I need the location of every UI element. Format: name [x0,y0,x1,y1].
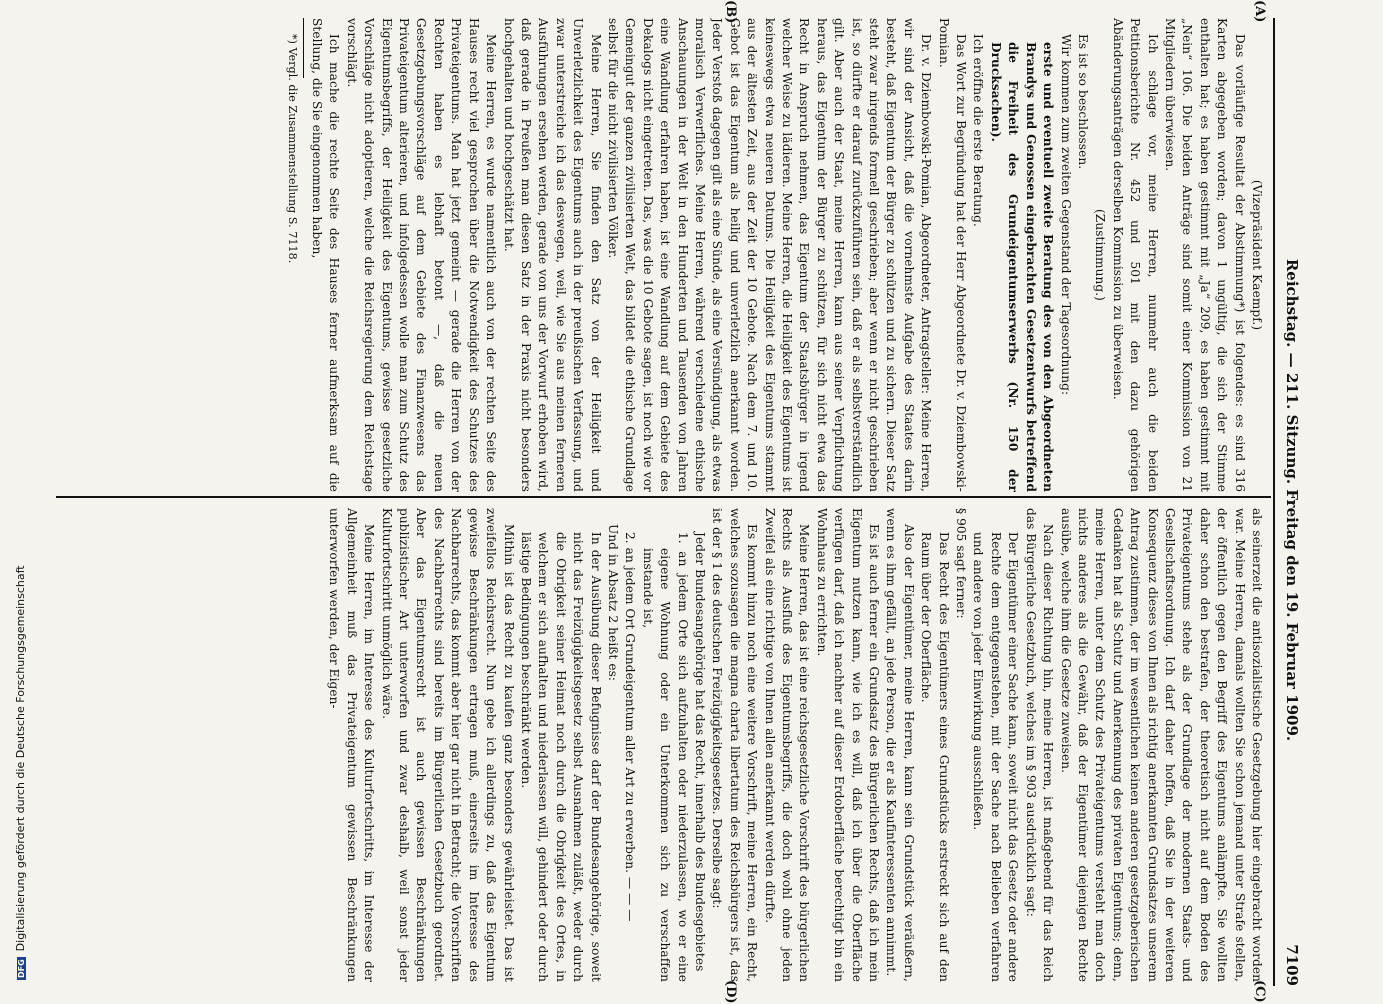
footnote-rule [303,18,304,78]
quotation-item: 1. an jedem Orte sich aufzuhalten oder niederzulassen, wo er eine eigene Wohnung oder ein Unterkommen sich zu verschaffen imstande ist, [640,532,690,982]
page-number: 7109 [1283,944,1301,986]
right-column [55,508,1265,982]
margin-mark-b: (B) [723,0,738,24]
paragraph: Mithin ist das Recht zu kaufen ganz besonders gewährleistet. Das ist zweifellos Reichsrecht. Nun gebe ich allerdings zu, daß das Eigentum gewisse Beschränkungen ertragen muß, einerseits im Interesse des Nachbarrechts, das kommt aber hier gar nicht in Betracht; die Vorschriften des Nachbarrechts sind bereits im Bürgerlichen Gesetzbuch geordnet. Aber das Eigentumsrecht ist auch gewissen Beschränkungen publizistischer Art unterworfen und zwar deshalb, weil sonst jeder Kulturfortschritt unmöglich wäre. [379,508,516,982]
paragraph: Das Wort zur Begründung hat der Herr Abgeordnete Dr. v. Dziembowski-Pomian. [936,18,969,492]
paragraph: Es ist so beschlossen. [1075,34,1090,170]
footnote: *) Vergl. die Zusammenstellung S. 7118. [285,34,299,264]
paragraph: § 905 sagt ferner: [954,508,969,619]
paragraph: Nach dieser Richtung hin, meine Herren, ist maßgebend für das Reich das Bürgerliche Gesetzbuch, welches im § 903 ausdrücklich sagt: [1023,508,1056,982]
paragraph: als seinerzeit die antisozialistische Gesetzgebung hier eingebracht worden war. Meine Herren, damals wollten Sie schon jemand unter Strafe stellen, der öffentlich gegen den Begriff des Eigentums anlämpfte. Sie wollten daher schon den bestrafen, der theoretisch nicht auf dem Boden des Privateigentums stehe als der Grundlage der modernen Staats- und Gesellschaftsordnung. Ich darf daher hoffen, daß Sie in der weiteren Konsequenz dieses von Ihnen als richtig anerkannten Grundsatzes unserem Antrag zustimmen, der im wesentlichen keinen anderen gesetzgeberischen Gedanken hat als Schutz und Anerkennung des privaten Eigentums; denn, meine Herren, unter dem Schutz des Privateigentums versteht man doch nichts anderes als die Gewähr, daß der Eigentümer diejenigen Rechte ausübe, welche ihm die Gesetze zuweisen. [1058,508,1264,982]
digitization-credit-text: Digitalisierung gefördert durch die Deutsche Forschungsgemeinschaft [14,565,27,952]
agenda-item [987,18,1057,492]
margin-mark-a: (A) [1252,0,1267,23]
header-title: Reichstag. — 211. Sitzung. Freitag den 19. Februar 1909. [1283,258,1301,742]
margin-mark-c: (C) [1252,980,1267,1003]
quotation: Das Recht des Eigentümers eines Grundstücks erstreckt sich auf den Raum über der Oberfläche. [919,532,951,982]
paragraph: Meine Herren, das ist eine reichsgesetzliche Vorschrift des bürgerlichen Rechts als Ausfluß des Eigentumsbegriffs, die doch wohl ohne jeden Zweifel als eine richtige von Ihnen allen anerkannt werden dürfte. [762,508,812,982]
paragraph: Meine Herren, es wurde namentlich auch von der rechten Seite des Hauses recht viel gesprochen über die Notwendigkeit des Schutzes des Privateigentums. Man hat jetzt gemeint — gerade die Herren von der Rechten haben es lebhaft betont —, daß die neuen Gesetzgebungsvorschläge auf dem Gebiete des Finanzwesens das Privateigentum alterieren, und infolgedessen wolle man zum Schutz des Eigentumsbegriffs, der Heiligkeit des Eigentums, gewisse gesetzliche Vorschläge nicht adoptieren, welche die Reichsregierung dem Reichstage vorschlägt. [344,18,499,492]
left-column [55,18,1265,492]
column-divider [56,496,1271,498]
header-rule [1273,18,1275,986]
paragraph: Also der Eigentümer, meine Herren, kann sein Grundstück veräußern, wenn es ihm gefällt, an jede Person, die er als Kaufinteressenten annimmt. [884,508,916,982]
quotation: Der Eigentümer einer Sache kann, soweit nicht das Gesetz oder andere Rechte dem entgegenstehen, mit der Sache nach Belieben verfahren und andere von jeder Einwirkung ausschließen. [971,532,1021,982]
speaker-note: (Vizepräsident Kaempf.) [1250,179,1264,331]
paragraph: Meine Herren, im Interesse des Kulturfortschritts, im Interesse der Allgemeinheit muß das Privateigentum gewissen Beschränkungen unterworfen werden, der Eigen- [327,508,377,982]
paragraph: Meine Herren, Sie finden den Satz von der Heiligkeit und Unverletzlichkeit des Eigentums auch in der preußischen Verfassung, und zwar unterstreiche ich das deswegen, weil, wie Sie aus meinen ferneren Ausführungen ersehen werden, gerade von uns der Vorwurf erhoben wird, daß gerade in Preußen man diesen Satz in der Praxis nicht besonders hochgehalten und hochgeschätzt hat. [501,18,603,492]
dfg-logo: DFG [16,959,26,978]
paragraph: Und in Absatz 2 heißt es: [605,524,620,682]
quotation: Jeder Bundesangehörige hat das Recht, innerhalb des Bundesgebietes [693,532,707,972]
paragraph: Wir kommen zum zweiten Gegenstand der Tagesordnung: [1058,34,1073,396]
paragraph: Es ist auch ferner ein Grundsatz des Bürgerlichen Rechts, daß ich mein Eigentum nutzen kann, wie ich es will, daß ich über die Oberfläche verfügen darf, daß ich nachher auf dieser Erdoberfläche berechtigt bin ein Wohnhaus zu errichten. [814,508,882,982]
paragraph: Ich mache die rechte Seite des Hauses ferner aufmerksam auf die Stellung, die Sie eingenommen haben, [310,18,342,492]
page-header [1277,14,1305,986]
agenda-item-text: erste und eventuell zweite Beratung des von den Abgeordneten Brandys und Genossen eingebrachten Gesetzentwurfs betreffend die Freiheit des Grundeigentumserwerbs (Nr. 150 der Drucksachen). [988,42,1056,492]
interjection: (Zustimmung.) [1093,209,1108,301]
paragraph: Es kommt hinzu noch eine weitere Vorschrift, meine Herren, ein Recht, welches sozusagen die magna charta libertatum des Reichsbürgers ist, das ist der § 1 des deutschen Freizügigkeitsgesetzes. Derselbe sagt: [710,508,760,982]
quotation-item: 2. an jedem Ort Grundeigentum aller Art zu erwerben. — — — [623,532,638,922]
margin-mark-d: (D) [723,980,738,1004]
speech-paragraph: Dr. v. Dziembowski-Pomian, Abgeordneter, Antragsteller: Meine Herren, wir sind der Ansicht, daß die vornehmste Aufgabe des Staates darin besteht, daß Eigentum der Bürger zu schützen und zu sichern. Dieser Satz steht zwar nirgends formell geschrieben; aber wenn er nicht geschrieben ist, so dürfte er darauf zurückzuführen sein, daß er als selbstverständlich gilt. Aber auch der Staat, meine Herren, kann aus seiner Verpflichtung heraus, das Eigentum der Bürger zu schützen, für sich nicht etwa das Recht in Anspruch nehmen, das Eigentum der Staatsbürger in irgend welcher Weise zu lädieren. Meine Herren, die Heiligkeit des Eigentums ist keineswegs etwa neueren Datums. Die Heiligkeit des Eigentums stammt aus der ältesten Zeit, aus der Zeit der 10 Gebote. Nach dem 7. und 10. Gebot ist das Eigentum als heilig und unverletzlich anerkannt worden. Jeder Verstoß dagegen gilt als eine Sünde, als eine Versündigung, als etwas moralisch Verwerfliches. Meine Herren, während verschiedene ethische Anschauungen in der Welt in den Hunderten und Tausenden von Jahren eine Wandlung erfahren haben, ist eine Wandlung auf dem Gebiete des Dekalogs nicht eingetreten. Das, was die 10 Gebote sagen, ist noch wie vor Gemeingut der ganzen zivilisierten Welt, das bildet die ethische Grundlage selbst für die nicht zivilisierten Völker. [605,18,934,492]
paragraph: Ich schlage vor, meine Herren, nunmehr auch die beiden Petitionsberichte Nr. 452 und 501 mit den dazu gehörigen Abänderungsanträgen derselben Kommission zu überweisen. [1110,18,1160,492]
paragraph: Das vorläufige Resultat der Abstimmung*) ist folgendes: es sind 316 Karten abgegeben worden; davon 1 ungültig, die sich der Stimme enthalten hat; es haben gestimmt mit „Ja“ 209, es haben gestimmt mit „Nein“ 106. Die beiden Anträge sind somit einer Kommission von 21 Mitgliedern überwiesen. [1162,18,1247,492]
paragraph: Ich eröffne die erste Beratung. [971,34,986,227]
quotation: In der Ausübung dieser Befugnisse darf der Bundesangehörige, soweit nicht das Freizügigkeitsgesetz selbst Ausnahmen zuläßt, weder durch die Obrigkeit seiner Heimat noch durch die Obrigkeit des Ortes, in welchem er sich aufhalten und niederlassen will, gehindert oder durch lästige Bedingungen beschränkt werden. [518,532,603,982]
